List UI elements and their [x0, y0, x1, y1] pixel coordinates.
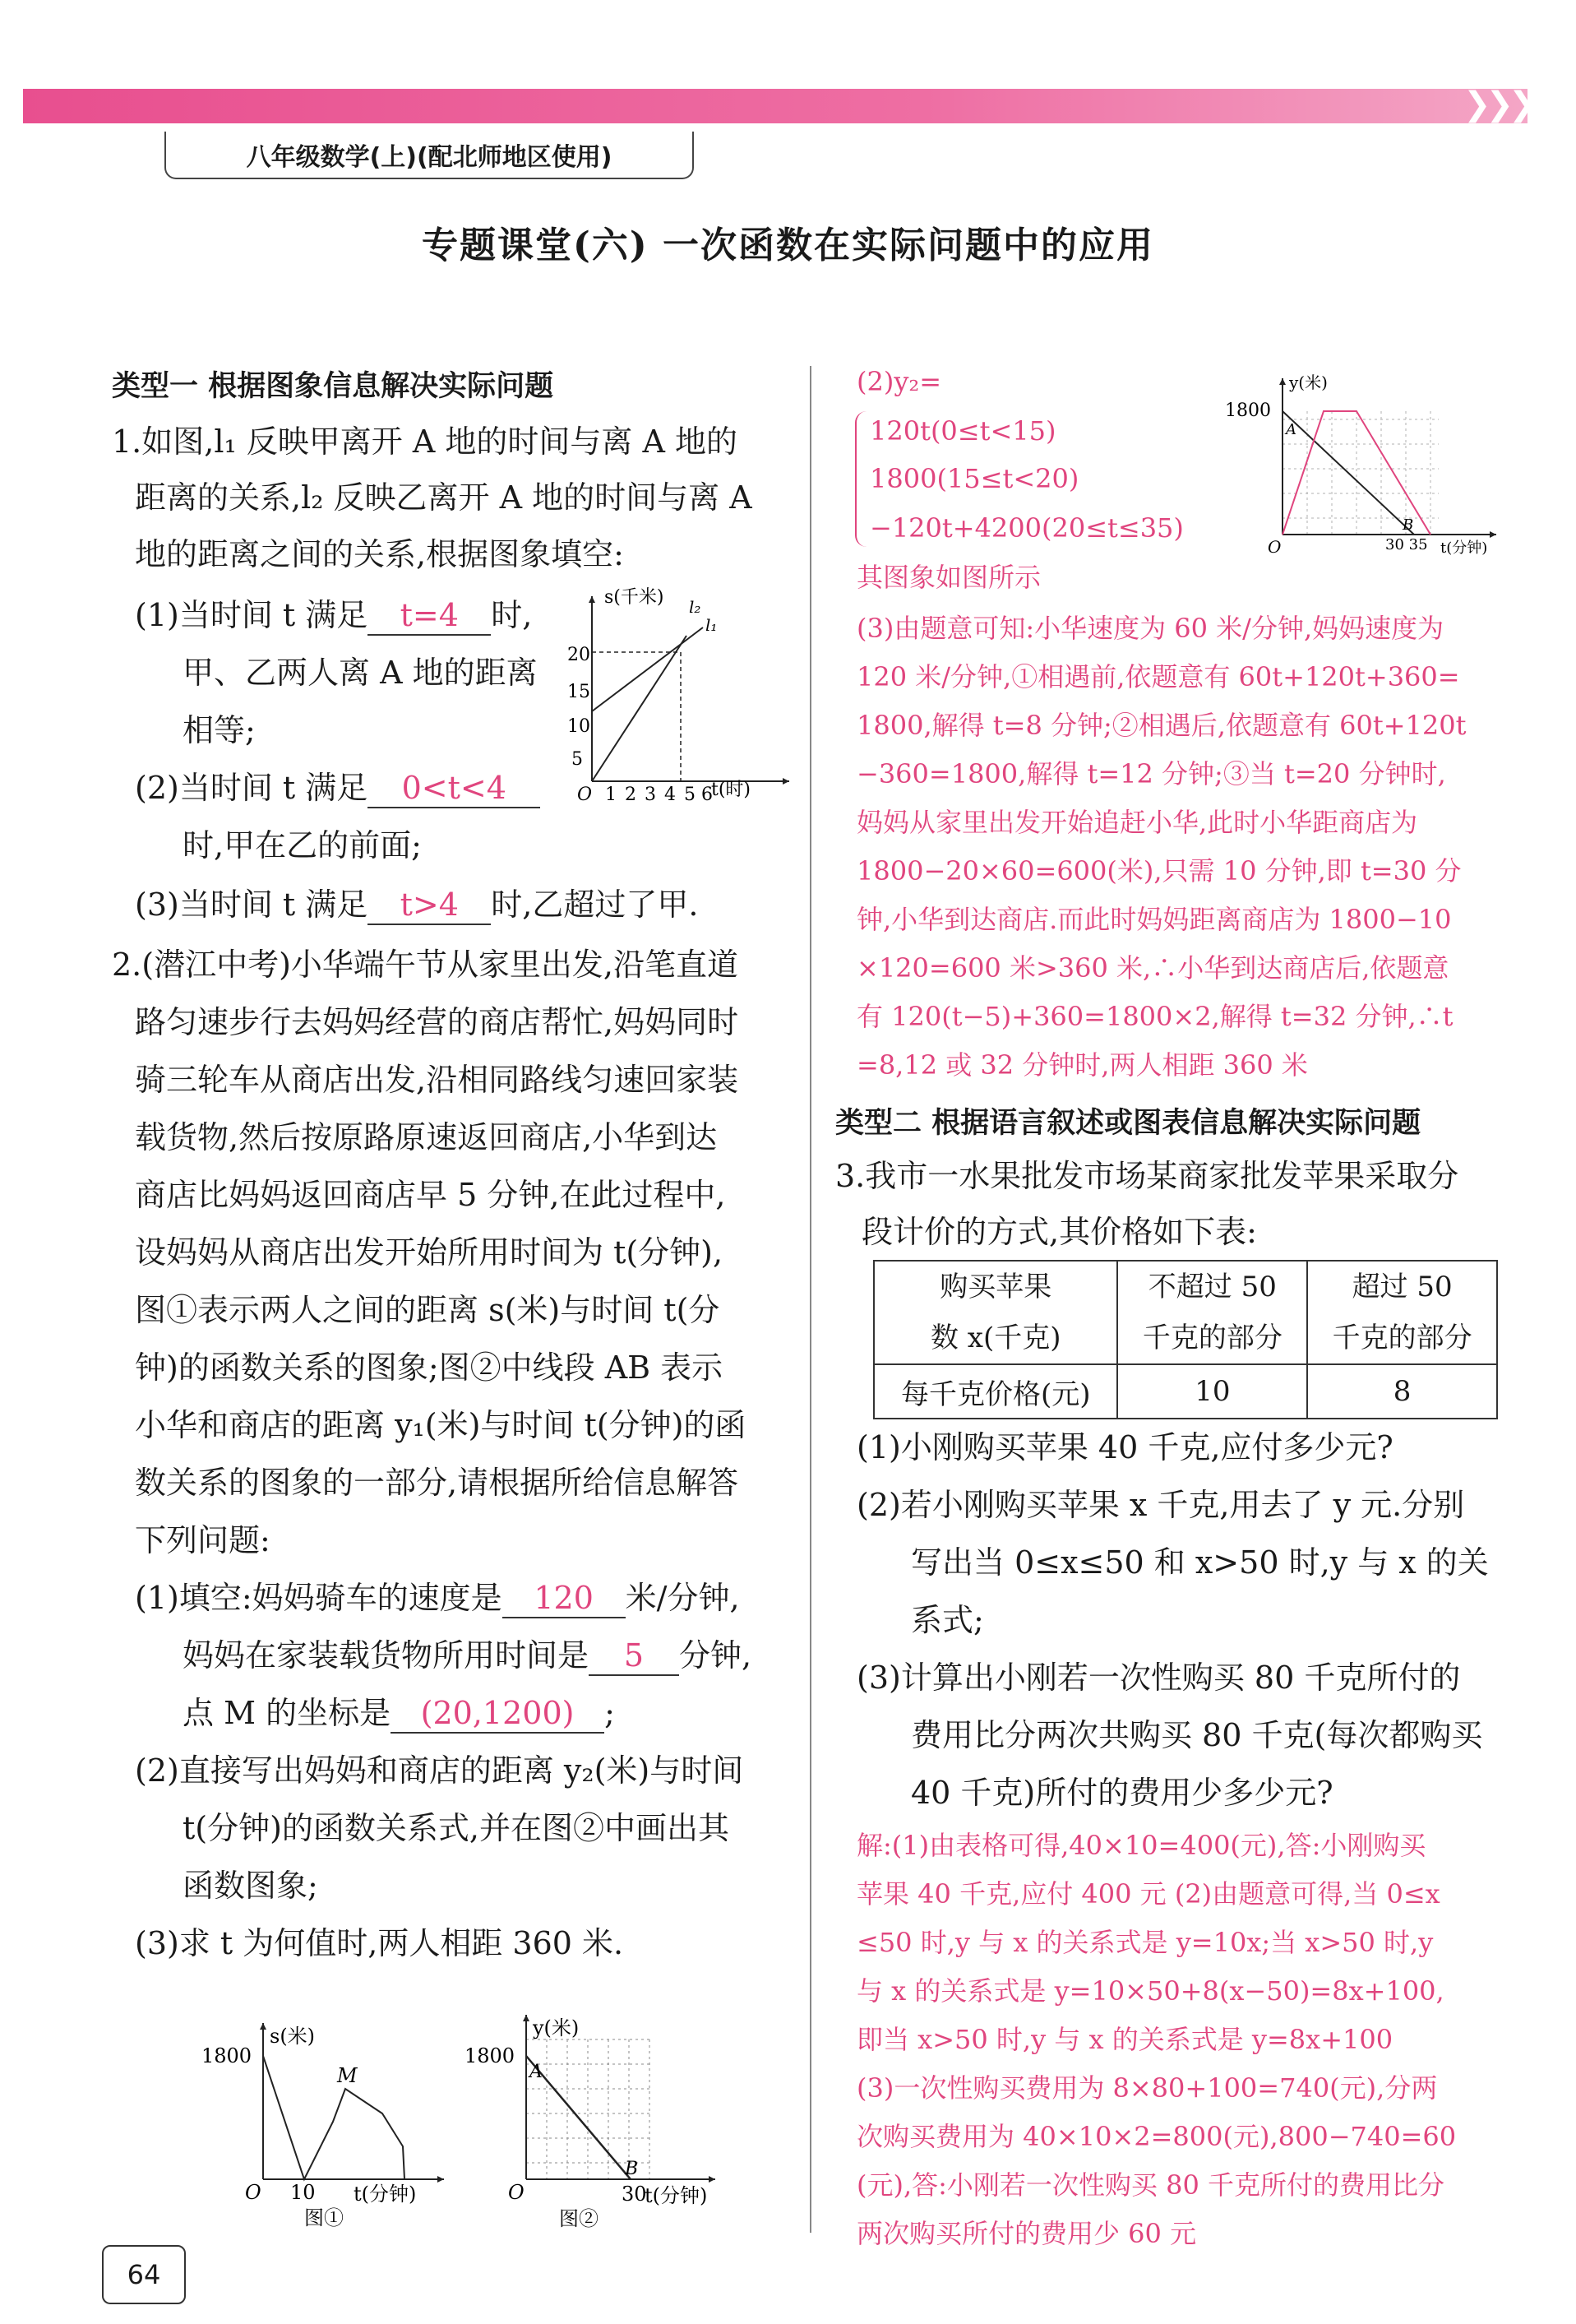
q1-part1 [135, 590, 532, 640]
q2-line: 数关系的图象的一部分,请根据所给信息解答 [135, 1465, 739, 1501]
q1-line: 距离的关系,l₂ 反映乙离开 A 地的时间与离 A [135, 479, 752, 516]
table-cell: 10 [1117, 1364, 1307, 1419]
q1-part1-suffix: 时, [491, 597, 533, 633]
q1-part2-answer: 0<t<4 [367, 769, 540, 808]
q2-line: 2.(潜江中考)小华端午节从家里出发,沿笔直道 [112, 947, 738, 983]
sol3-line: 120 米/分钟,①相遇前,依题意有 60t+120t+360= [857, 661, 1460, 692]
graph1-line-l2 [592, 636, 686, 781]
q1-part2-prefix: (2)当时间 t 满足 [135, 770, 368, 806]
graph1-xtick: 6 [701, 785, 713, 802]
page-number: 64 [102, 2245, 186, 2304]
fig1-curve [263, 2056, 404, 2179]
sol3-line: −360=1800,解得 t=12 分钟;③当 t=20 分钟时, [857, 758, 1446, 789]
q3-part3-line: (3)计算出小刚若一次性购买 80 千克所付的 [857, 1660, 1461, 1696]
point-m-answer: (20,1200) [391, 1694, 604, 1734]
sol3-line: 1800−20×60=600(米),只需 10 分钟,即 t=30 分 [857, 855, 1462, 887]
sol-q3-line: ≤50 时,y 与 x 的关系式是 y=10x;当 x>50 时,y [857, 1927, 1434, 1958]
fig1-xlabel: t(分钟) [354, 2183, 417, 2206]
q3-part2-line: 系式; [911, 1602, 984, 1638]
fig2-x-arrow [709, 2176, 715, 2183]
q1-part1-prefix: (1)当时间 t 满足 [135, 597, 368, 633]
graph1-xtick: 5 [684, 785, 696, 802]
mom-speed-answer: 120 [502, 1579, 626, 1618]
q3-line: 3.我市一水果批发市场某商家批发苹果采取分 [835, 1158, 1459, 1194]
graph1-y-arrow [589, 596, 595, 603]
q2-line: 路匀速步行去妈妈经营的商店帮忙,妈妈同时 [135, 1004, 739, 1040]
sol2-intro: (2)y₂= [857, 366, 942, 397]
q1-part1-line2: 甲、乙两人离 A 地的距离 [183, 655, 538, 691]
loading-time-answer: 5 [589, 1637, 679, 1676]
fig2-y1800: 1800 [464, 2044, 515, 2067]
fig3-y-arrow [1279, 378, 1286, 385]
graph1-xtick: 3 [645, 785, 656, 802]
graph1-xtick: 2 [625, 785, 636, 802]
q2-line: 下列问题: [135, 1522, 270, 1558]
sol-q3-line: 次购买费用为 40×10×2=800(元),800−740=60 [857, 2121, 1457, 2152]
q2-line: 设妈妈从商店出发开始所用时间为 t(分钟), [135, 1234, 723, 1271]
graph1-xtick: 4 [664, 785, 676, 802]
q1-part2 [135, 763, 540, 812]
graph1-origin: O [577, 785, 593, 802]
q2-part1-b-prefix: 妈妈在家装载货物所用时间是 [183, 1637, 589, 1674]
q2-part1-c-suffix: ; [604, 1695, 615, 1731]
sol-q3-line: 解:(1)由表格可得,40×10=400(元),答:小刚购买 [857, 1830, 1426, 1861]
table-cell: 8 [1307, 1364, 1497, 1419]
graph1-xtick: 1 [605, 785, 617, 802]
q2-line: 图①表示两人之间的距离 s(米)与时间 t(分 [135, 1292, 720, 1328]
figure-answer [1225, 362, 1521, 563]
fig2-point-a: A [529, 2062, 543, 2082]
q1-part3 [135, 880, 698, 929]
sol3-line: =8,12 或 32 分钟时,两人相距 360 米 [857, 1049, 1308, 1081]
fig3-point-b: B [1403, 516, 1414, 534]
figure-2 [460, 2007, 723, 2229]
price-table [873, 1260, 1498, 1419]
q2-part1-a-prefix: (1)填空:妈妈骑车的速度是 [135, 1580, 502, 1616]
graph1-ytick: 10 [567, 716, 590, 737]
q3-part3-line: 费用比分两次共购买 80 千克(每次都购买 [911, 1717, 1483, 1753]
sol3-line: 1800,解得 t=8 分钟;②相遇后,依题意有 60t+120t [857, 710, 1467, 741]
fig1-y1800: 1800 [201, 2044, 252, 2067]
fig2-y-arrow [523, 2015, 529, 2021]
q2-part1-b [183, 1631, 751, 1680]
fig3-point-a: A [1286, 421, 1296, 438]
sol-q3-line: 与 x 的关系式是 y=10×50+8(x−50)=8x+100, [857, 1975, 1444, 2007]
fig1-x10: 10 [290, 2181, 316, 2204]
fig3-ylabel: y(米) [1289, 373, 1328, 392]
type2-heading: 类型二 根据语言叙述或图表信息解决实际问题 [835, 1107, 1421, 1140]
fig1-ylabel: s(米) [270, 2025, 316, 2048]
q2-part1-b-suffix: 分钟, [679, 1637, 752, 1674]
graph1-xlabel: t(时) [711, 780, 751, 800]
sol-q3-line: 苹果 40 千克,应付 400 元 (2)由题意可得,当 0≤x [857, 1878, 1440, 1910]
fig3-x-arrow [1490, 531, 1496, 538]
q2-part1-a-suffix: 米/分钟, [625, 1580, 740, 1616]
graph1-ytick: 5 [571, 749, 583, 770]
fig2-xlabel: t(分钟) [645, 2184, 708, 2207]
q1-part1-answer: t=4 [367, 596, 491, 636]
sol2-case: −120t+4200(20≤t≤35) [870, 512, 1184, 544]
sol2-figure-note: 其图象如图所示 [857, 562, 1042, 593]
sol-q3-line: (元),答:小刚若一次性购买 80 千克所付的费用比分 [857, 2169, 1444, 2201]
table-header-cell: 不超过 50 千克的部分 [1117, 1261, 1307, 1364]
graph1-line-l1 [592, 627, 703, 711]
column-divider [810, 366, 811, 2233]
sol3-line: 有 120(t−5)+360=1800×2,解得 t=32 分钟,∴t [857, 1001, 1454, 1032]
fig1-origin: O [245, 2181, 261, 2204]
sol3-line: ×120=600 米>360 米,∴小华到达商店后,依题意 [857, 952, 1449, 984]
fig3-origin: O [1268, 537, 1282, 557]
fig2-ylabel: y(米) [533, 2016, 580, 2039]
q2-part3: (3)求 t 为何值时,两人相距 360 米. [135, 1925, 624, 1961]
q3-part3-line: 40 千克)所付的费用少多少元? [911, 1775, 1333, 1811]
q2-line: 商店比妈妈返回商店早 5 分钟,在此过程中, [135, 1177, 726, 1213]
sol3-line: 钟,小华到达商店.而此时妈妈距离商店为 1800−10 [857, 904, 1452, 935]
q1-part2-line2: 时,甲在乙的前面; [183, 827, 422, 863]
q1-part1-line3: 相等; [183, 712, 256, 748]
q1-line: 地的距离之间的关系,根据图象填空: [135, 536, 624, 572]
fig3-xticks: 30 35 [1385, 536, 1428, 553]
q1-line: 1.如图,l₁ 反映甲离开 A 地的时间与离 A 地的 [112, 424, 738, 460]
fig1-y-arrow [260, 2023, 266, 2030]
q2-part1-c [183, 1688, 615, 1738]
q3-part2-line: (2)若小刚购买苹果 x 千克,用去了 y 元.分别 [857, 1487, 1465, 1523]
q2-line: 小华和商店的距离 y₁(米)与时间 t(分钟)的函 [135, 1407, 746, 1443]
q1-part3-suffix: 时,乙超过了甲. [491, 887, 699, 923]
graph1-x-arrow [783, 778, 789, 785]
fig3-grid [1283, 411, 1439, 535]
q2-line: 骑三轮车从商店出发,沿相同路线匀速回家装 [135, 1062, 739, 1098]
table-cell: 每千克价格(元) [874, 1364, 1117, 1419]
table-header-cell: 购买苹果 数 x(千克) [874, 1261, 1117, 1364]
q2-part2-line: (2)直接写出妈妈和商店的距离 y₂(米)与时间 [135, 1752, 744, 1789]
figure-1 [197, 2015, 452, 2229]
graph1 [567, 580, 797, 802]
table-row [874, 1364, 1497, 1419]
sol-q3-line: (3)一次性购买费用为 8×80+100=740(元),分两 [857, 2072, 1438, 2104]
fig2-point-b: B [625, 2159, 639, 2179]
graph1-ytick: 15 [567, 682, 590, 702]
q2-part1-a [135, 1573, 740, 1623]
fig2-origin: O [508, 2181, 525, 2204]
sol3-line: (3)由题意可知:小华速度为 60 米/分钟,妈妈速度为 [857, 613, 1444, 644]
q2-line: 载货物,然后按原路原速返回商店,小华到达 [135, 1119, 718, 1155]
sol-q3-line: 两次购买所付的费用少 60 元 [857, 2218, 1197, 2249]
fig3-y1800: 1800 [1225, 400, 1271, 421]
q3-part1: (1)小刚购买苹果 40 千克,应付多少元? [857, 1429, 1393, 1465]
q3-part2-line: 写出当 0≤x≤50 和 x>50 时,y 与 x 的关 [911, 1544, 1489, 1581]
table-header-row [874, 1261, 1497, 1364]
q2-part2-line: 函数图象; [183, 1868, 318, 1904]
q1-part3-answer: t>4 [367, 886, 491, 925]
table-header-cell: 超过 50 千克的部分 [1307, 1261, 1497, 1364]
sol-q3-line: 即当 x>50 时,y 与 x 的关系式是 y=8x+100 [857, 2024, 1393, 2055]
fig2-caption: 图② [559, 2207, 599, 2229]
type1-heading: 类型一 根据图象信息解决实际问题 [112, 370, 554, 403]
fig1-point-m: M [337, 2064, 358, 2087]
fig1-x-arrow [437, 2176, 444, 2183]
q2-part2-line: t(分钟)的函数关系式,并在图②中画出其 [183, 1810, 730, 1846]
sol2-case: 1800(15≤t<20) [870, 463, 1079, 494]
q1-part3-prefix: (3)当时间 t 满足 [135, 887, 368, 923]
fig1-caption: 图① [304, 2206, 344, 2229]
graph1-ylabel: s(千米) [604, 587, 664, 608]
graph1-l1-label: l₁ [705, 615, 718, 635]
sol2-case: 120t(0≤t<15) [870, 415, 1056, 447]
page-title: 专题课堂(六) 一次函数在实际问题中的应用 [422, 225, 1154, 266]
header-band [23, 89, 1527, 123]
graph1-ytick: 20 [567, 645, 590, 665]
q2-part1-c-prefix: 点 M 的坐标是 [183, 1695, 391, 1731]
fig3-xlabel: t(分钟) [1440, 539, 1488, 557]
graph1-l2-label: l₂ [689, 597, 701, 617]
q3-line: 段计价的方式,其价格如下表: [862, 1214, 1257, 1250]
q2-line: 钟)的函数关系的图象;图②中线段 AB 表示 [135, 1349, 723, 1386]
sol3-line: 妈妈从家里出发开始追赶小华,此时小华距商店为 [857, 807, 1418, 838]
fig2-x30: 30 [622, 2183, 647, 2206]
book-label: 八年级数学(上)(配北师地区使用) [164, 132, 694, 179]
chevron-arrows-icon: ❯❯❯ [1463, 86, 1532, 123]
